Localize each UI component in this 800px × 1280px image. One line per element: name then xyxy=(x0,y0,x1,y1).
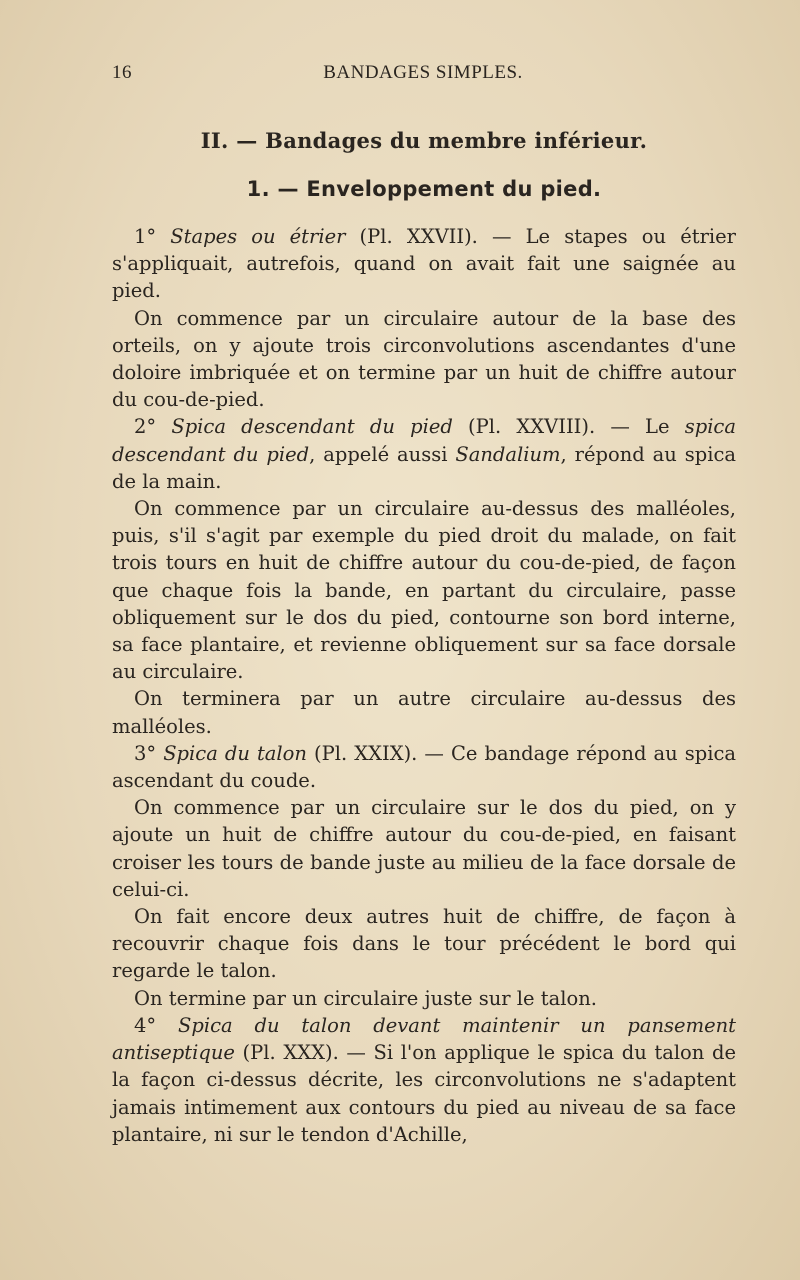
section-heading: II. — Bandages du membre inférieur. xyxy=(200,128,648,153)
paragraph xyxy=(112,985,736,1012)
paragraph xyxy=(112,305,736,414)
paragraph xyxy=(112,685,736,739)
text-run: On commence par un circulaire sur le dos du pied, on y ajoute un huit de chiffre autour du cou-de-pied, en faisant croiser les tours de bande juste au milieu de la face dorsale de celui-ci. xyxy=(112,796,736,901)
text-run: , répond au spica de la main. xyxy=(112,442,736,493)
text-run: On fait encore deux autres huit de chiffre, de façon à recouvrir chaque fois dans le tour précédent le bord qui regarde le talon. xyxy=(112,905,736,983)
text-run: 4° xyxy=(134,1013,179,1037)
text-run: 1° xyxy=(134,225,171,248)
text-run: On commence par un circulaire autour de la base des orteils, on y ajoute trois circonvolutions ascendantes d'une doloire imbriquée et on termine par un huit de chiffre autour du cou-de-pied. xyxy=(112,306,736,412)
running-head xyxy=(112,62,734,88)
text-run: On termine par un circulaire juste sur le talon. xyxy=(134,986,597,1010)
text-run: , appelé aussi xyxy=(309,442,456,466)
italic-text: spica descendant du pied xyxy=(112,415,736,466)
paragraph xyxy=(112,903,736,985)
italic-text: Spica du talon devant maintenir un pansement antiseptique xyxy=(112,1013,737,1065)
italic-text: Sandalium xyxy=(455,442,561,466)
paragraph xyxy=(112,223,736,305)
paragraph xyxy=(112,413,736,495)
text-run: 3° xyxy=(134,741,164,765)
italic-text: Spica descendant du pied xyxy=(171,415,453,439)
subsection-heading: 1. — Enveloppement du pied. xyxy=(246,177,602,201)
running-title: BANDAGES SIMPLES. xyxy=(323,62,523,83)
paragraph xyxy=(112,740,736,794)
text-block xyxy=(112,128,736,1148)
text-run: 2° xyxy=(134,415,172,439)
text-run: (Pl. XXIX). — Ce bandage répond au spica ascendant du coude. xyxy=(112,741,737,793)
text-run: (Pl. XXX). — Si l'on applique le spica du talon de la façon ci-dessus décrite, les circonvolutions ne s'adaptent jamais intimement aux contours du pied au niveau de sa face plantaire, ni sur le tendon d'Achille, xyxy=(112,1041,736,1146)
text-run: On terminera par un autre circulaire au-dessus des malléoles. xyxy=(112,687,736,738)
page-number: 16 xyxy=(112,62,132,83)
italic-text: Spica du talon xyxy=(163,741,307,765)
paragraph xyxy=(112,495,736,685)
paragraph xyxy=(112,1012,736,1148)
text-run: (Pl. XXVIII). — Le xyxy=(452,415,685,439)
text-run: On commence par un circulaire au-dessus des malléoles, puis, s'il s'agit par exemple du pied droit du malade, on fait trois tours en huit de chiffre autour du cou-de-pied, de façon que chaque fois la bande, en partant du circulaire, passe obliquement sur le dos du pied, contourne son bord interne, sa face plantaire, et revienne obliquement sur sa face dorsale au circulaire. xyxy=(112,497,736,684)
paragraph xyxy=(112,794,736,903)
italic-text: Stapes ou étrier xyxy=(170,225,346,248)
text-run: (Pl. XXVII). — Le stapes ou étrier s'appliquait, autrefois, quand on avait fait une saignée au pied. xyxy=(112,225,736,303)
paragraphs xyxy=(112,223,736,1148)
